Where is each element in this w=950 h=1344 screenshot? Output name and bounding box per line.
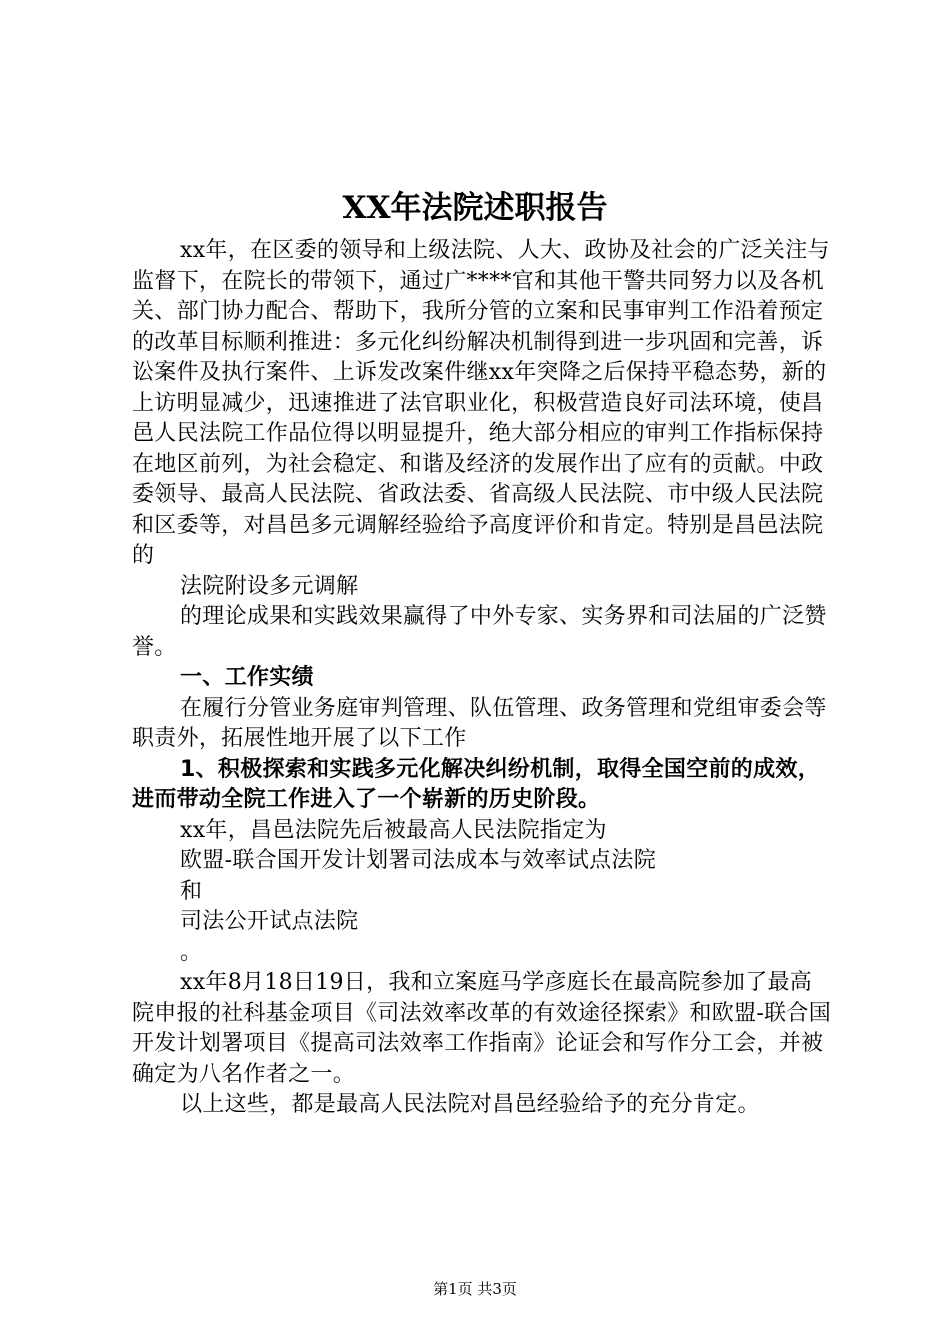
paragraph-period: 。 bbox=[180, 939, 203, 965]
page-footer: 第1页 共3页 bbox=[433, 1280, 517, 1298]
section-heading-achievements: 一、工作实绩 bbox=[180, 665, 314, 690]
paragraph-and: 和 bbox=[180, 878, 203, 904]
paragraph-pilot-open: 司法公开试点法院 bbox=[180, 909, 359, 934]
paragraph-designation: xx年，昌邑法院先后被最高人民法院指定为 bbox=[180, 817, 607, 843]
paragraph-praise: 的理论成果和实践效果赢得了中外专家、实务界和司法届的广泛赞誉。 bbox=[132, 604, 827, 660]
paragraph-point-1: 1、积极探索和实践多元化解决纠纷机制，取得全国空前的成效，进而带动全院工作进入了一个崭新的历史阶段。 bbox=[132, 756, 821, 812]
paragraph-meeting: xx年8月18日19日，我和立案庭马学彦庭长在最高院参加了最高院申报的社科基金项目《司法效率改革的有效途径探索》和欧盟-联合国开发计划署项目《提高司法效率工作指南》论证会和写作分工会，并被确定为八名作者之一。 bbox=[132, 970, 832, 1087]
paragraph-intro: xx年，在区委的领导和上级法院、人大、政协及社会的广泛关注与监督下，在院长的带领下，通过广****官和其他干警共同努力以及各机关、部门协力配合、帮助下，我所分管的立案和民事审判工作沿着预定的改革目标顺利推进：多元化纠纷解决机制得到进一步巩固和完善，诉讼案件及执行案件、上诉发改案件继xx年突降之后保持平稳态势，新的上访明显减少，迅速推进了法官职业化，积极营造良好司法环境，使昌邑人民法院工作品位得以明显提升，绝大部分相应的审判工作指标保持在地区前列，为社会稳定、和谐及经济的发展作出了应有的贡献。中政委领导、最高人民法院、省政法委、省高级人民法院、市中级人民法院和区委等，对昌邑多元调解经验给予高度评价和肯定。特别是昌邑法院的 bbox=[132, 238, 830, 568]
document-title: XX年法院述职报告 bbox=[342, 190, 608, 226]
paragraph-duties: 在履行分管业务庭审判管理、队伍管理、政务管理和党组审委会等职责外，拓展性地开展了以下工作 bbox=[132, 695, 827, 751]
paragraph-conclusion: 以上这些，都是最高人民法院对昌邑经验给予的充分肯定。 bbox=[180, 1092, 760, 1117]
document-body bbox=[132, 236, 832, 1121]
paragraph-mediation-title: 法院附设多元调解 bbox=[180, 573, 359, 599]
paragraph-pilot-eu: 欧盟-联合国开发计划署司法成本与效率试点法院 bbox=[180, 848, 657, 873]
